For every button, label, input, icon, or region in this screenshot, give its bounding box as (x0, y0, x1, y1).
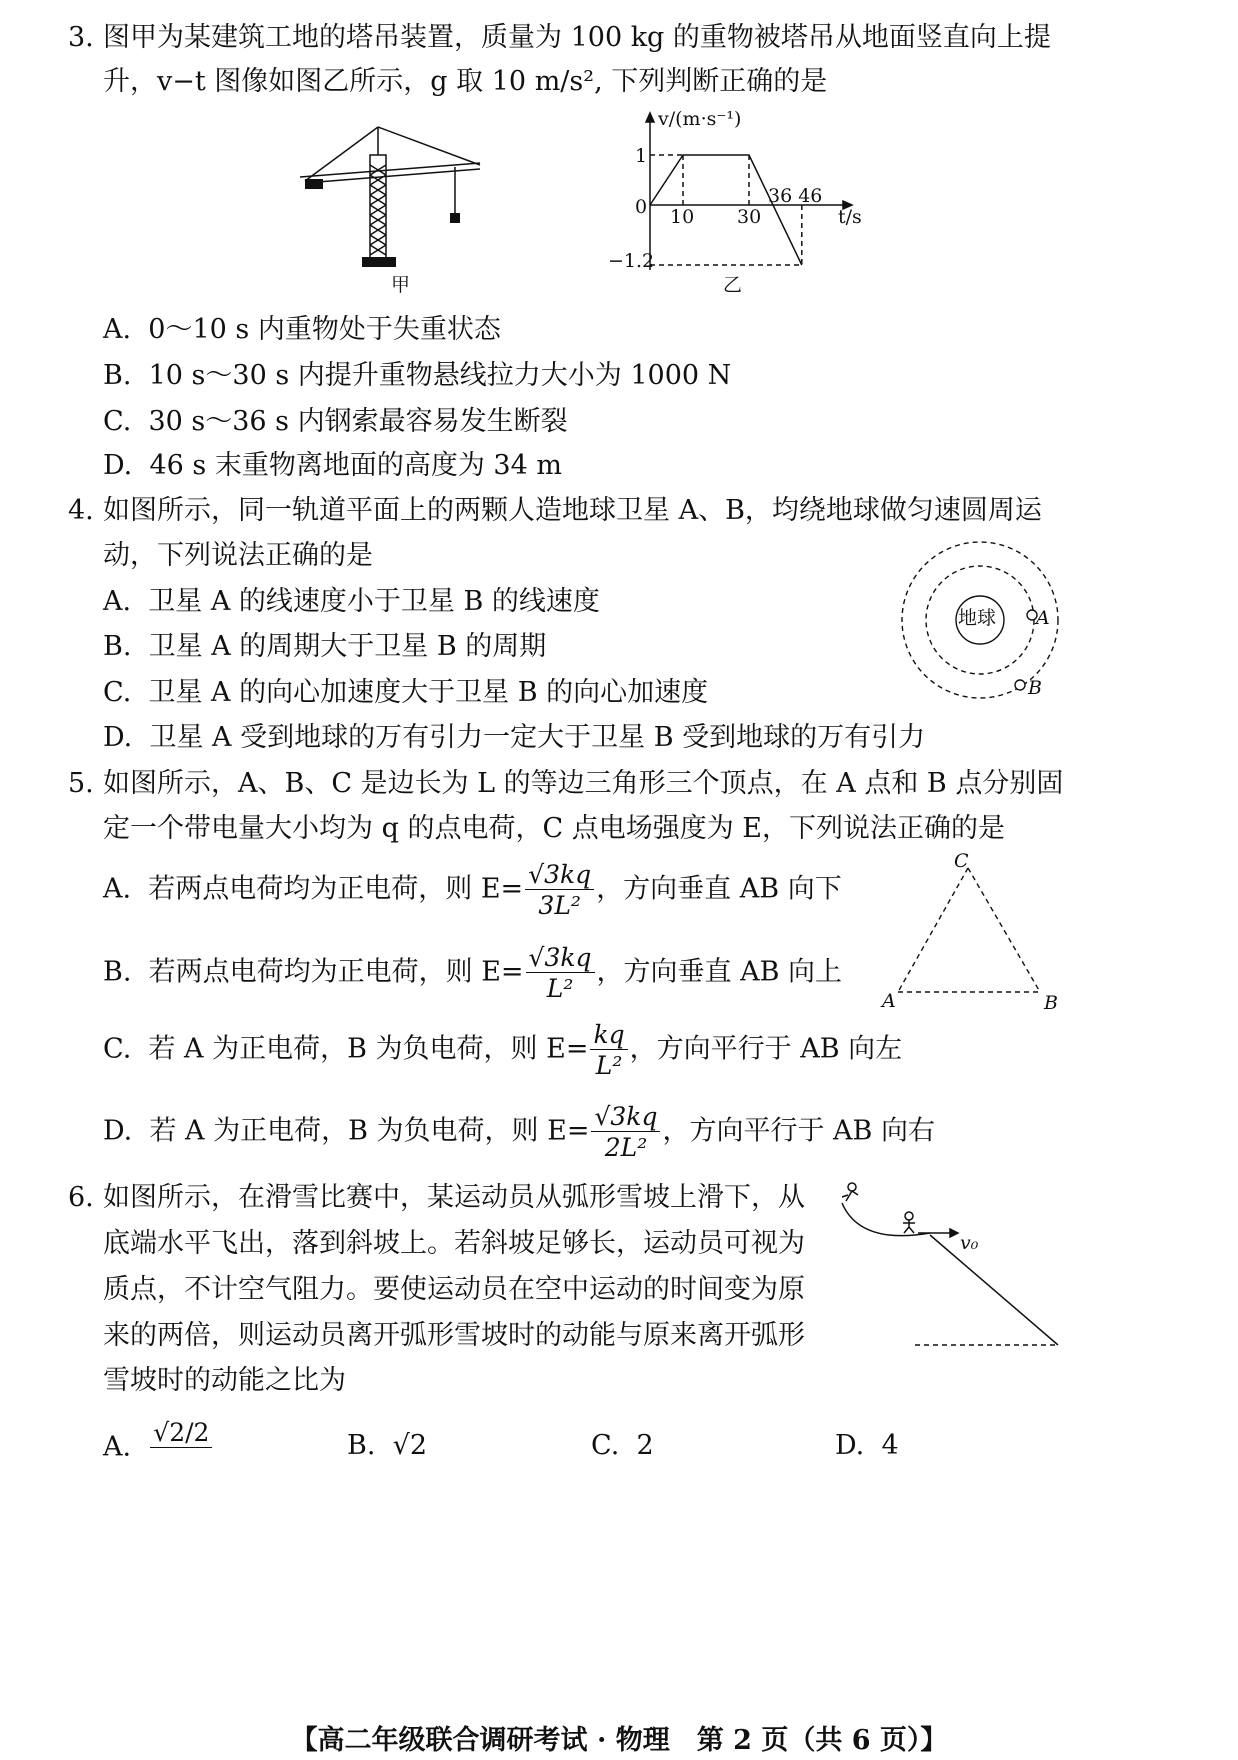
q3-option-d: D. 46 s 末重物离地面的高度为 34 m (103, 450, 562, 481)
q4-option-b: B. 卫星 A 的周期大于卫星 B 的周期 (103, 631, 547, 662)
q6-number: 6. (68, 1182, 94, 1213)
vertex-b: B (1044, 992, 1058, 1014)
q3-number: 3. (68, 22, 94, 53)
q4-option-a: A. 卫星 A 的线速度小于卫星 B 的线速度 (103, 586, 600, 617)
q5-stem-line2: 定一个带电量大小均为 q 的点电荷，C 点电场强度为 E，下列说法正确的是 (103, 813, 1005, 844)
q6-option-b: B. √2 (347, 1430, 427, 1461)
q4-stem-line1: 如图所示，同一轨道平面上的两颗人造地球卫星 A、B，均绕地球做匀速圆周运 (103, 495, 1042, 526)
graph-ytick-2: −1.2 (608, 250, 655, 272)
q3-option-b: B. 10 s～30 s 内提升重物悬线拉力大小为 1000 N (103, 360, 732, 391)
q5-option-c: C. 若 A 为正电荷，B 为负电荷，则 E= $\frac{kq}{\text{L²}}$ ，方向平行于 AB 向左 (103, 1020, 903, 1080)
satellite-a-label: A (1036, 607, 1050, 629)
q3-stem-line1: 图甲为某建筑工地的塔吊装置，质量为 100 kg 的重物被塔吊从地面竖直向上提 (103, 22, 1051, 53)
q6-option-c: C. 2 (591, 1430, 654, 1461)
q3-option-a: A. 0～10 s 内重物处于失重状态 (103, 314, 501, 345)
page-footer: 【高二年级联合调研考试 · 物理 第 2 页（共 6 页）】 (290, 1725, 948, 1756)
graph-xlabel: t/s (838, 206, 862, 228)
ski-slope-diagram (830, 1175, 1070, 1365)
q3-stem-line2: 升，v−t 图像如图乙所示，g 取 10 m/s², 下列判断正确的是 (103, 66, 828, 97)
q5-stem-line1: 如图所示，A、B、C 是边长为 L 的等边三角形三个顶点，在 A 点和 B 点分别固 (103, 768, 1064, 799)
vertex-a: A (882, 990, 896, 1012)
earth-label: 地球 (958, 607, 997, 629)
q4-number: 4. (68, 495, 94, 526)
fig-label-right: 乙 (723, 274, 743, 296)
q6-option-a: A. √2/2 (103, 1420, 214, 1476)
q4-option-c: C. 卫星 A 的向心加速度大于卫星 B 的向心加速度 (103, 677, 709, 708)
graph-xtick-3: 36 46 (768, 185, 823, 207)
q4-stem-line2: 动，下列说法正确的是 (103, 540, 373, 571)
triangle-diagram (880, 860, 1070, 1010)
v0-label: v₀ (960, 1232, 979, 1254)
graph-ylabel: v/(m·s⁻¹) (658, 108, 742, 130)
q4-option-d: D. 卫星 A 受到地球的万有引力一定大于卫星 B 受到地球的万有引力 (103, 722, 926, 753)
graph-ytick-1: 1 (635, 145, 648, 167)
q6-option-d: D. 4 (835, 1430, 899, 1461)
q6-stem-line3: 质点，不计空气阻力。要使运动员在空中运动的时间变为原 (103, 1274, 805, 1305)
q5-number: 5. (68, 768, 94, 799)
graph-xtick-2: 30 (737, 206, 762, 228)
crane-illustration (300, 125, 500, 270)
vertex-c: C (954, 850, 969, 872)
q3-option-c: C. 30 s～36 s 内钢索最容易发生断裂 (103, 406, 568, 437)
q6-stem-line5: 雪坡时的动能之比为 (103, 1365, 346, 1396)
satellite-b-label: B (1028, 677, 1042, 699)
q5-option-a: A. 若两点电荷均为正电荷，则 E= $\frac{√3kq}{\text{3L²}}$ ，方向垂直 AB 向下 (103, 860, 842, 920)
q5-option-b: B. 若两点电荷均为正电荷，则 E= $\frac{√3kq}{\text{L²}}$ ，方向垂直 AB 向上 (103, 943, 843, 1003)
q5-option-d: D. 若 A 为正电荷，B 为负电荷，则 E= $\frac{√3kq}{\text{2L²}}$ ，方向平行于 AB 向右 (103, 1102, 935, 1162)
graph-origin: 0 (635, 196, 648, 218)
q6-option-a-value: √2/2 (150, 1420, 212, 1448)
q6-stem-line1: 如图所示，在滑雪比赛中，某运动员从弧形雪坡上滑下，从 (103, 1182, 805, 1213)
fig-label-left: 甲 (391, 274, 411, 296)
graph-xtick-1: 10 (670, 206, 695, 228)
q6-stem-line4: 来的两倍，则运动员离开弧形雪坡时的动能与原来离开弧形 (103, 1320, 805, 1351)
q6-stem-line2: 底端水平飞出，落到斜坡上。若斜坡足够长，运动员可视为 (103, 1228, 805, 1259)
y-axis-arrow (646, 113, 654, 122)
